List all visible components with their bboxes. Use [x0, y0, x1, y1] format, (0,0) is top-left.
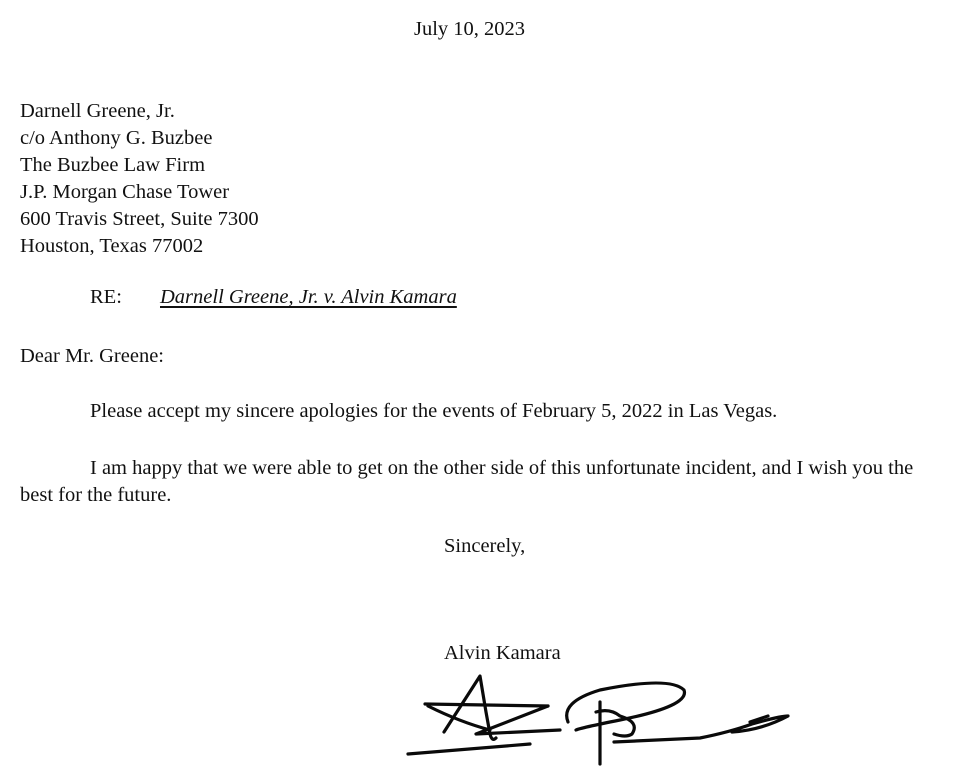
- address-line: Darnell Greene, Jr.: [20, 100, 175, 122]
- re-line: [90, 284, 457, 311]
- re-label: RE:: [90, 286, 122, 308]
- address-line: 600 Travis Street, Suite 7300: [20, 208, 259, 230]
- recipient-address: [20, 98, 259, 260]
- salutation: Dear Mr. Greene:: [20, 345, 165, 367]
- body-paragraph: Please accept my sincere apologies for the events of February 5, 2022 in Las Vegas.: [90, 400, 778, 422]
- signature-icon: [400, 672, 790, 780]
- address-line: Houston, Texas 77002: [20, 235, 204, 257]
- address-line: c/o Anthony G. Buzbee: [20, 127, 213, 149]
- re-case-title: Darnell Greene, Jr. v. Alvin Kamara: [160, 286, 457, 308]
- body-paragraph: I am happy that we were able to get on the other side of this unfortunate incident, and I wish you the best for the future.: [20, 457, 914, 506]
- address-line: The Buzbee Law Firm: [20, 154, 206, 176]
- signer-name: Alvin Kamara: [444, 642, 561, 664]
- address-line: J.P. Morgan Chase Tower: [20, 181, 230, 203]
- letter-date: July 10, 2023: [414, 18, 526, 40]
- closing: Sincerely,: [444, 535, 526, 557]
